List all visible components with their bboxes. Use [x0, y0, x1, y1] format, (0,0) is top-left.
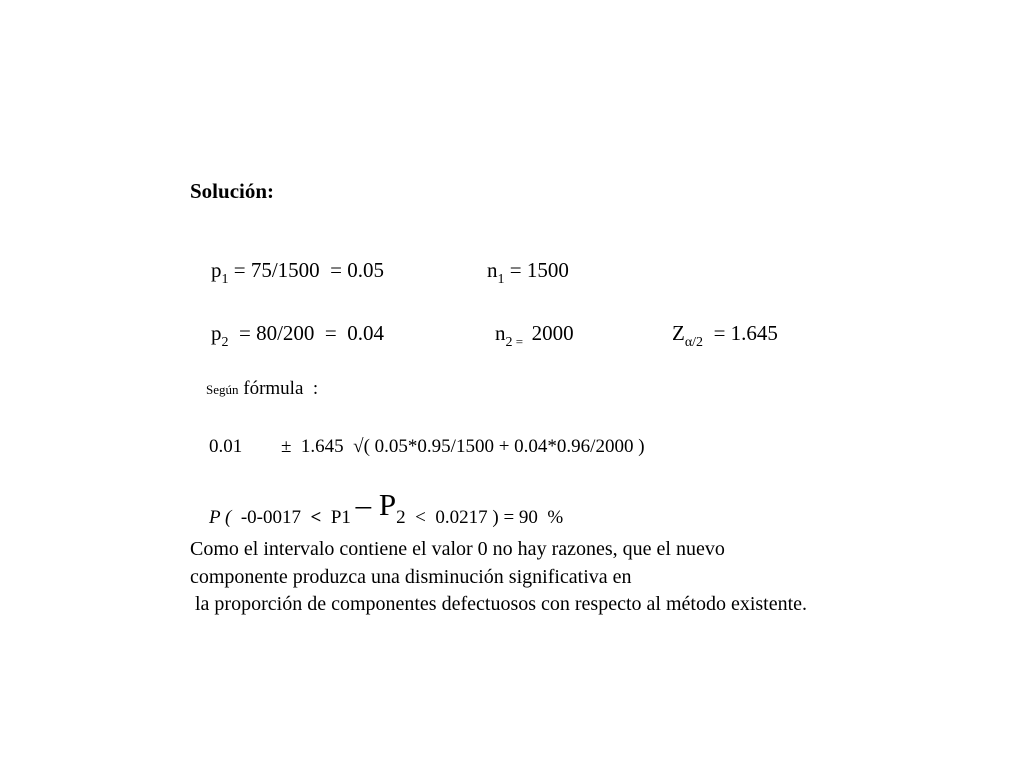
p1-label: P1 [321, 507, 356, 528]
lower-bound: -0-0017 [231, 507, 311, 528]
solution-title: Solución: [190, 179, 275, 203]
conclusion-line-3: la proporción de componentes defectuosos con respecto al método existente. [190, 593, 808, 615]
formula-label [190, 363, 318, 414]
p2-line [190, 302, 384, 365]
segun-small: Según [206, 382, 239, 397]
p1-line [190, 239, 384, 302]
probability-open: P ( [209, 507, 232, 528]
difference-value: 0.01 [209, 436, 243, 457]
p2-index: 2 [396, 507, 406, 528]
p1-subscript: 1 [221, 272, 229, 287]
p2-symbol: p [211, 321, 222, 345]
formula-text: fórmula : [238, 378, 319, 399]
z-subscript: α/2 [684, 335, 704, 350]
n2-equals: = [512, 334, 527, 349]
conclusion-line-1: Como el intervalo contiene el valor 0 no hay razones, que el nuevo [190, 538, 725, 560]
p1-expression: = 75/1500 = 0.05 [228, 258, 385, 282]
z-symbol: Z [672, 321, 685, 345]
upper-bound: < 0.0217 ) = 90 % [405, 507, 564, 528]
z-expression: = 1.645 [703, 321, 778, 345]
interval-expression: ± 1.645 √( 0.05*0.95/1500 + 0.04*0.96/2000 ) [281, 436, 645, 457]
calculation-line [190, 418, 242, 475]
n1-symbol: n [487, 258, 498, 282]
n2-line [474, 302, 574, 365]
z-line [651, 302, 778, 365]
n2-subscript: 2 [505, 335, 513, 350]
p1-symbol: p [211, 258, 222, 282]
less-than-sign: < [310, 507, 322, 528]
n1-subscript: 1 [497, 272, 505, 287]
probability-interval [190, 478, 563, 547]
conclusion-line-2: componente produzca una disminución significativa en [190, 566, 632, 588]
p2-big-label: P [371, 487, 397, 522]
p2-expression: = 80/200 = 0.04 [228, 321, 385, 345]
minus-sign: – [355, 487, 372, 522]
p2-subscript: 2 [221, 335, 229, 350]
n2-symbol: n [495, 321, 506, 345]
interval-formula [262, 418, 645, 475]
n1-expression: = 1500 [504, 258, 569, 282]
n1-line [466, 239, 569, 302]
n2-value: 2000 [526, 321, 574, 345]
